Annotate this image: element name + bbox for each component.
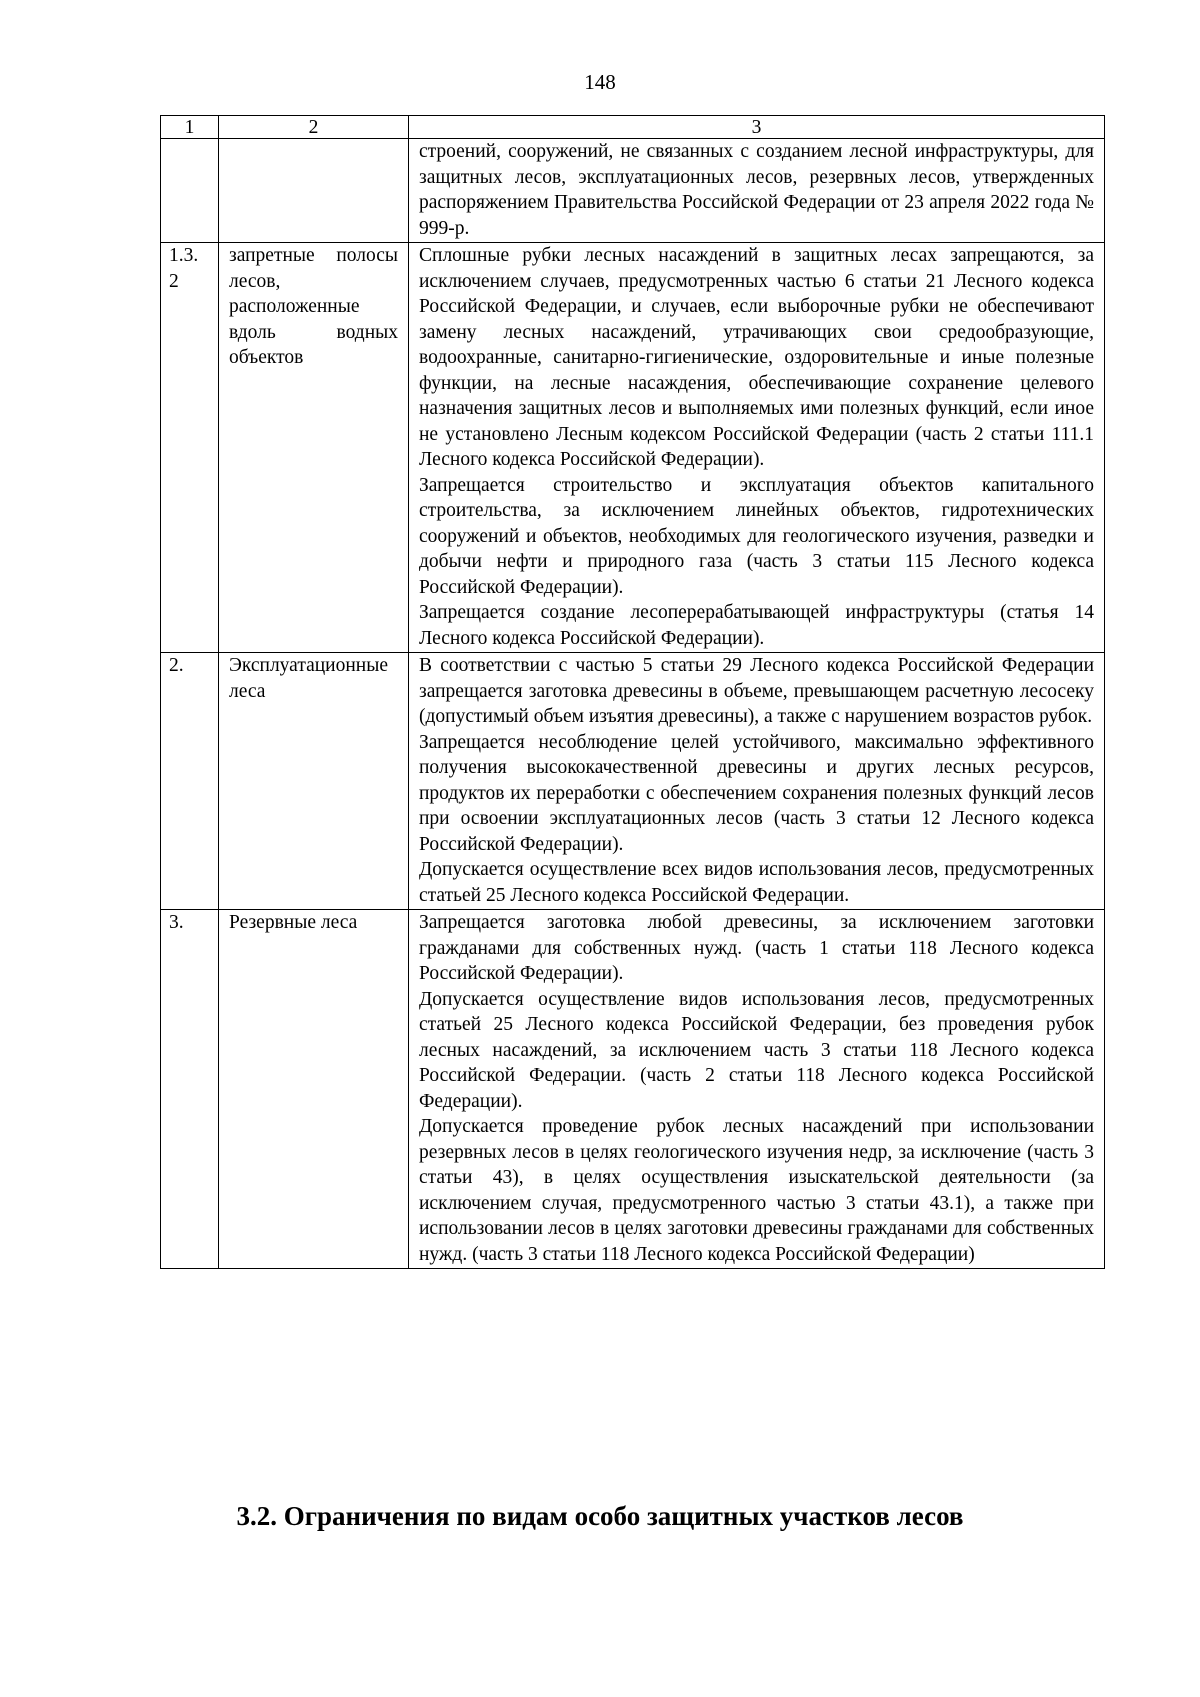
row-forest-type: запретные полосы лесов, расположенные вдоль водных объектов [219, 243, 409, 653]
row-number: 1.3. 2 [161, 243, 219, 653]
table-row [161, 910, 1105, 1269]
row-number: 3. [161, 910, 219, 1269]
row-restrictions [409, 139, 1105, 243]
restriction-paragraph: Допускается осуществление всех видов использования лесов, предусмотренных статьей 25 Лесного кодекса Российской Федерации. [419, 859, 1094, 906]
table-row [161, 139, 1105, 243]
header-col-3: 3 [409, 116, 1105, 139]
restriction-paragraph: Запрещается создание лесоперерабатывающей инфраструктуры (статья 14 Лесного кодекса Российской Федерации). [419, 602, 1094, 649]
table-row [161, 653, 1105, 910]
header-col-1: 1 [161, 116, 219, 139]
row-restrictions [409, 243, 1105, 653]
restrictions-table [160, 115, 1105, 1269]
row-forest-type: Эксплуатационные леса [219, 653, 409, 910]
restriction-paragraph: В соответствии с частью 5 статьи 29 Лесного кодекса Российской Федерации запрещается заготовка древесины в объеме, превышающем расчетную лесосеку (допустимый объем изъятия древесины), а также с нарушением возрастов рубок. [419, 655, 1094, 727]
page-number: 148 [584, 70, 616, 94]
row-forest-type [219, 139, 409, 243]
restriction-paragraph: Запрещается строительство и эксплуатация объектов капитального строительства, за исключением линейных объектов, гидротехнических сооружений и объектов, необходимых для геологического изучения, разведки и добычи нефти и природного газа (часть 3 статьи 115 Лесного кодекса Российской Федерации). [419, 474, 1094, 598]
row-number [161, 139, 219, 243]
table-row [161, 243, 1105, 653]
row-number: 2. [161, 653, 219, 910]
row-restrictions [409, 653, 1105, 910]
restriction-paragraph: Допускается проведение рубок лесных насаждений при использовании резервных лесов в целях геологического изучения недр, за исключение (часть 3 статьи 43), в целях осуществления изыскательской деятельности (за исключением случая, предусмотренного частью 3 статьи 43.1), а также при использовании лесов в целях заготовки древесины гражданами для собственных нужд. (часть 3 статьи 118 Лесного кодекса Российской Федерации) [419, 1116, 1094, 1265]
row-forest-type: Резервные леса [219, 910, 409, 1269]
restriction-paragraph: Сплошные рубки лесных насаждений в защитных лесах запрещаются, за исключением случаев, предусмотренных частью 6 статьи 21 Лесного кодекса Российской Федерации, и случаев, если выборочные рубки не обеспечивают замену лесных насаждений, утрачивающих свои средообразующие, водоохранные, санитарно-гигиенические, оздоровительные и иные полезные функции, на лесные насаждения, обеспечивающие сохранение целевого назначения защитных лесов и выполняемых ими полезных функций, если иное не установлено Лесным кодексом Российской Федерации (часть 2 статьи 111.1 Лесного кодекса Российской Федерации). [419, 245, 1094, 470]
restriction-paragraph: Запрещается заготовка любой древесины, за исключением заготовки гражданами для собственных нужд. (часть 1 статьи 118 Лесного кодекса Российской Федерации). [419, 912, 1094, 984]
restriction-paragraph: Допускается осуществление видов использования лесов, предусмотренных статьей 25 Лесного кодекса Российской Федерации, без проведения рубок лесных насаждений, за исключением часть 3 статьи 118 Лесного кодекса Российской Федерации. (часть 2 статьи 118 Лесного кодекса Российской Федерации). [419, 988, 1094, 1112]
table-header-row [161, 116, 1105, 139]
row-restrictions [409, 910, 1105, 1269]
restriction-paragraph: Запрещается несоблюдение целей устойчивого, максимально эффективного получения высококачественной древесины и других лесных ресурсов, продуктов их переработки с обеспечением сохранения полезных функций лесов при освоении эксплуатационных лесов (часть 3 статьи 12 Лесного кодекса Российской Федерации). [419, 731, 1094, 855]
header-col-2: 2 [219, 116, 409, 139]
restriction-paragraph: строений, сооружений, не связанных с созданием лесной инфраструктуры, для защитных лесов, эксплуатационных лесов, резервных лесов, утвержденных распоряжением Правительства Российской Федерации от 23 апреля 2022 года № 999-р. [419, 141, 1094, 239]
section-heading: 3.2. Ограничения по видам особо защитных участков лесов [236, 1501, 964, 1531]
